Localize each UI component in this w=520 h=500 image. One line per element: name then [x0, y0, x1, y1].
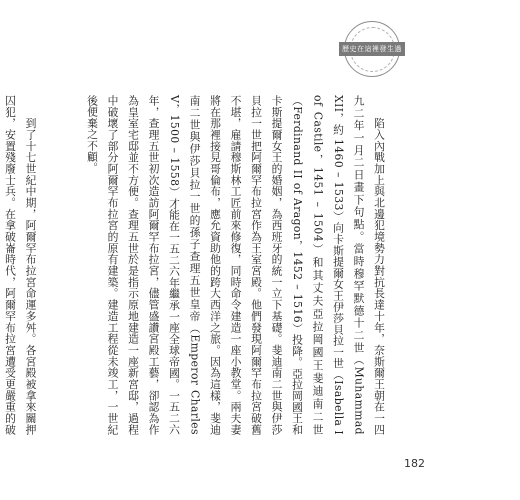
badge-label: 歷史在這裡發生過: [339, 42, 405, 56]
paragraph-1: 陷入內戰加上與北邊犯境勢力對抗長達十年，奈斯爾王朝在一四九二年一月二日畫下句點。當時穆罕默德十二世（Muhammad XII，約 1460 – 1533）向卡斯提爾女王伊莎貝拉一世（Isabella I of Castile，1451 – 1504）和其丈夫亞拉岡國王斐迪南二世（Ferdinand II of Aragon，1452 – 1516）投降。亞拉岡國王和卡斯提爾女王的婚姻，為西班牙的統一立下基礎。斐迪南二世與伊莎貝拉一世把阿爾罕布拉宮作為王室宮殿。他們發現阿爾罕布拉宮破舊不堪，雇請穆斯林工匠前來修復，同時命令建造一座小教堂。兩夫妻將在那裡接見哥倫布，應允資助他的跨大西洋之旅。因為這樣，斐迪南二世與伊莎貝拉一世的孫子查理五世皇帝（Emperor Charles V，1500 – 1558）才能在一五二六年繼承一座全球帝國。一五二六年，查理五世初次造訪阿爾罕布拉宮，儘管盛讚宮殿工藝，卻認為作為皇室宅邸並不方便。查理五世於是指示原地建造一座新宮邸，過程中破壞了部分阿爾罕布拉宮的原有建築。建造工程從未竣工，一世紀後便棄之不顧。: [86, 95, 386, 439]
page-number: 182: [404, 457, 425, 470]
chapter-badge: [344, 21, 400, 77]
paragraph-2: 到了十七世紀中期，阿爾罕布拉宮命運多舛。各宮殿被拿來關押囚犯，安置殘廢士兵。在拿破崙時代，阿爾罕布拉宮遭受更嚴重的破: [4, 95, 38, 435]
body-text: [4, 95, 430, 439]
